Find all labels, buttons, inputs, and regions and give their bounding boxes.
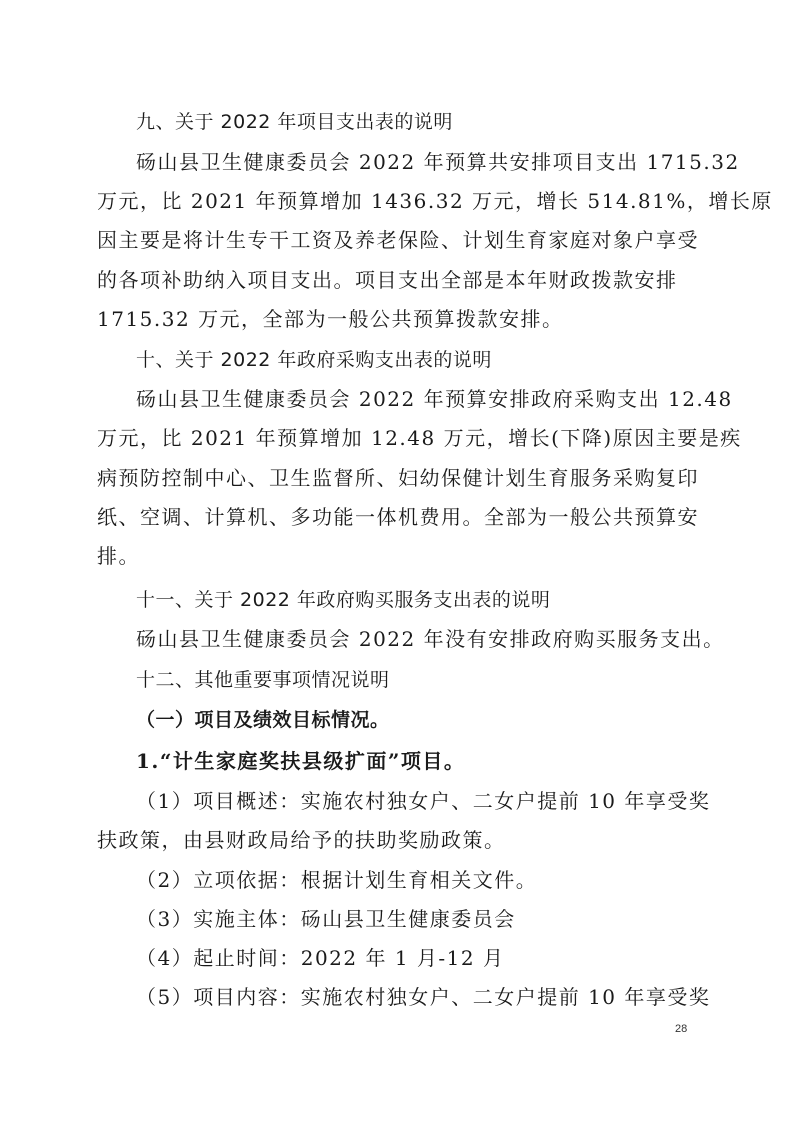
paragraph-line: （3）实施主体：砀山县卫生健康委员会 bbox=[136, 907, 516, 931]
paragraph-line: 扶政策，由县财政局给予的扶助奖励政策。 bbox=[97, 828, 506, 852]
paragraph-line: 的各项补助纳入项目支出。项目支出全部是本年财政拨款安排 bbox=[97, 268, 678, 292]
page-number: 28 bbox=[675, 1023, 688, 1035]
paragraph-line: （2）立项依据：根据计划生育相关文件。 bbox=[136, 868, 538, 892]
paragraph-line: 1715.32 万元，全部为一般公共预算拨款安排。 bbox=[97, 307, 564, 331]
section-heading-9: 九、关于 2022 年项目支出表的说明 bbox=[136, 111, 453, 133]
paragraph-line: 因主要是将计生专干工资及养老保险、计划生育家庭对象户享受 bbox=[97, 228, 699, 252]
paragraph-line: 纸、空调、计算机、多功能一体机费用。全部为一般公共预算安 bbox=[97, 505, 699, 529]
paragraph-line: 砀山县卫生健康委员会 2022 年没有安排政府购买服务支出。 bbox=[136, 627, 725, 651]
subsection-heading: （一）项目及绩效目标情况。 bbox=[136, 709, 390, 731]
paragraph-line: （4）起止时间：2022 年 1 月-12 月 bbox=[136, 946, 505, 970]
paragraph-line: 万元，比 2021 年预算增加 12.48 万元，增长(下降)原因主要是疾 bbox=[97, 426, 742, 450]
paragraph-line: 砀山县卫生健康委员会 2022 年预算安排政府采购支出 12.48 bbox=[136, 387, 733, 411]
section-heading-11: 十一、关于 2022 年政府购买服务支出表的说明 bbox=[136, 589, 551, 611]
section-heading-10: 十、关于 2022 年政府采购支出表的说明 bbox=[136, 349, 492, 371]
paragraph-line: 砀山县卫生健康委员会 2022 年预算共安排项目支出 1715.32 bbox=[136, 150, 740, 174]
paragraph-line: 病预防控制中心、卫生监督所、妇幼保健计划生育服务采购复印 bbox=[97, 466, 699, 490]
paragraph-line: （1）项目概述：实施农村独女户、二女户提前 10 年享受奖 bbox=[136, 789, 711, 813]
section-heading-12: 十二、其他重要事项情况说明 bbox=[136, 669, 390, 691]
paragraph-line: （5）项目内容：实施农村独女户、二女户提前 10 年享受奖 bbox=[136, 985, 711, 1009]
project-title: 1.“计生家庭奖扶县级扩面”项目。 bbox=[136, 749, 466, 773]
paragraph-line: 万元，比 2021 年预算增加 1436.32 万元，增长 514.81%，增长原 bbox=[97, 189, 773, 213]
paragraph-line: 排。 bbox=[97, 544, 140, 568]
